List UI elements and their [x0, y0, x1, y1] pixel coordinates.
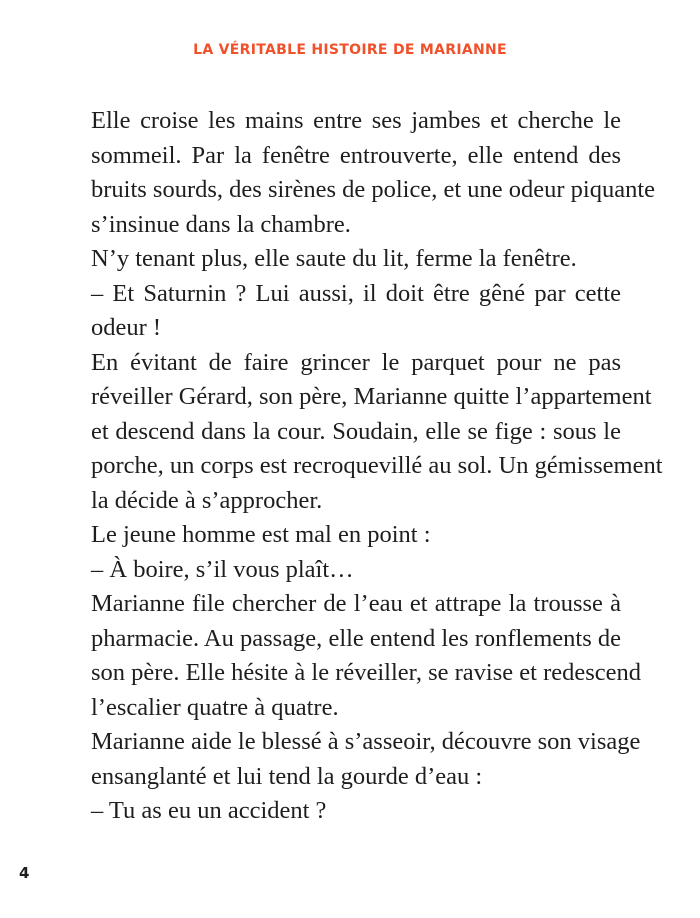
text-line: sommeil. Par la fenêtre entrouverte, elle entend des: [91, 141, 621, 169]
text-line: Marianne file chercher de l’eau et attrape la trousse à: [91, 590, 621, 617]
text-line: bruits sourds, des sirènes de police, et une odeur piquante: [91, 176, 656, 203]
text-line: – Tu as eu un accident ?: [91, 797, 327, 824]
text-line: – À boire, s’il vous plaît…: [91, 555, 354, 583]
text-line: son père. Elle hésite à le réveiller, se ravise et redescend: [91, 659, 642, 686]
page-number: 4: [19, 864, 30, 882]
running-head-title: LA VÉRITABLE HISTOIRE DE MARIANNE: [193, 42, 507, 58]
text-line: s’insinue dans la chambre.: [91, 210, 351, 238]
text-line: N’y tenant plus, elle saute du lit, ferme la fenêtre.: [91, 245, 577, 272]
text-line: Le jeune homme est mal en point :: [91, 521, 431, 548]
text-line: ensanglanté et lui tend la gourde d’eau :: [91, 762, 483, 790]
text-line: porche, un corps est recroquevillé au sol. Un gémissement: [91, 452, 663, 479]
text-line: – Et Saturnin ? Lui aussi, il doit être gêné par cette: [91, 279, 621, 307]
text-line: Elle croise les mains entre ses jambes et cherche le: [91, 107, 621, 134]
text-line: la décide à s’approcher.: [91, 486, 323, 514]
text-line: En évitant de faire grincer le parquet pour ne pas: [91, 348, 621, 376]
text-line: l’escalier quatre à quatre.: [91, 693, 339, 721]
text-line: pharmacie. Au passage, elle entend les ronflements de: [91, 624, 621, 652]
text-line: et descend dans la cour. Soudain, elle se fige : sous le: [91, 417, 621, 445]
text-line: Marianne aide le blessé à s’asseoir, découvre son visage: [91, 728, 641, 755]
text-line: odeur !: [91, 314, 162, 341]
body-text: [91, 104, 663, 829]
text-line: réveiller Gérard, son père, Marianne quitte l’appartement: [91, 383, 652, 410]
